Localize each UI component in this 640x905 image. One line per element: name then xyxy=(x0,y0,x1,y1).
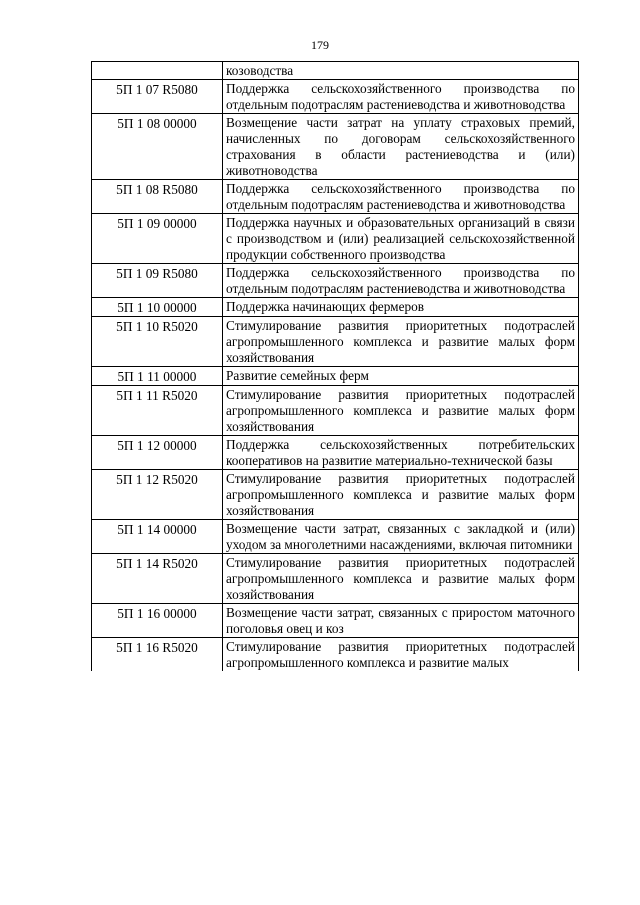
code-cell: 5П 1 16 00000 xyxy=(92,604,223,638)
code-cell: 5П 1 11 00000 xyxy=(92,367,223,386)
code-cell: 5П 1 14 R5020 xyxy=(92,554,223,604)
code-cell: 5П 1 12 R5020 xyxy=(92,470,223,520)
table-row xyxy=(92,604,579,638)
code-cell: 5П 1 16 R5020 xyxy=(92,638,223,672)
table-row xyxy=(92,80,579,114)
table-row xyxy=(92,367,579,386)
description-cell: Возмещение части затрат, связанных с закладкой и (или) уходом за многолетними насаждениями, включая питомники xyxy=(223,520,579,554)
code-cell: 5П 1 09 00000 xyxy=(92,214,223,264)
code-cell: 5П 1 08 R5080 xyxy=(92,180,223,214)
code-cell: 5П 1 08 00000 xyxy=(92,114,223,180)
description-cell: Возмещение части затрат на уплату страховых премий, начисленных по договорам сельскохозяйственного страхования в области растениеводства и (или) животноводства xyxy=(223,114,579,180)
table-row xyxy=(92,520,579,554)
budget-code-table xyxy=(91,61,579,671)
description-cell: Стимулирование развития приоритетных подотраслей агропромышленного комплекса и развитие малых форм хозяйствования xyxy=(223,386,579,436)
description-cell: Поддержка сельскохозяйственных потребительских кооперативов на развитие материально-технической базы xyxy=(223,436,579,470)
page-number: 179 xyxy=(311,38,329,52)
description-cell: Поддержка начинающих фермеров xyxy=(223,298,579,317)
table-row xyxy=(92,386,579,436)
code-cell: 5П 1 12 00000 xyxy=(92,436,223,470)
description-cell: Стимулирование развития приоритетных подотраслей агропромышленного комплекса и развитие малых форм хозяйствования xyxy=(223,317,579,367)
table-row xyxy=(92,436,579,470)
table-row xyxy=(92,264,579,298)
description-cell: Поддержка сельскохозяйственного производства по отдельным подотраслям растениеводства и животноводства xyxy=(223,180,579,214)
code-cell: 5П 1 14 00000 xyxy=(92,520,223,554)
table-row xyxy=(92,114,579,180)
description-cell: Развитие семейных ферм xyxy=(223,367,579,386)
code-cell: 5П 1 07 R5080 xyxy=(92,80,223,114)
table-row xyxy=(92,638,579,672)
description-cell: Поддержка сельскохозяйственного производства по отдельным подотраслям растениеводства и животноводства xyxy=(223,80,579,114)
description-cell: Стимулирование развития приоритетных подотраслей агропромышленного комплекса и развитие малых форм хозяйствования xyxy=(223,470,579,520)
table-row xyxy=(92,317,579,367)
code-cell: 5П 1 11 R5020 xyxy=(92,386,223,436)
table-row xyxy=(92,298,579,317)
table-row xyxy=(92,62,579,80)
description-cell: Возмещение части затрат, связанных с приростом маточного поголовья овец и коз xyxy=(223,604,579,638)
code-cell xyxy=(92,62,223,80)
description-cell: Поддержка сельскохозяйственного производства по отдельным подотраслям растениеводства и животноводства xyxy=(223,264,579,298)
code-cell: 5П 1 10 R5020 xyxy=(92,317,223,367)
description-cell: козоводства xyxy=(223,62,579,80)
description-cell: Стимулирование развития приоритетных подотраслей агропромышленного комплекса и развитие малых xyxy=(223,638,579,672)
table-row xyxy=(92,214,579,264)
description-cell: Поддержка научных и образовательных организаций в связи с производством и (или) реализацией сельскохозяйственной продукции собственного производства xyxy=(223,214,579,264)
code-cell: 5П 1 09 R5080 xyxy=(92,264,223,298)
table-row xyxy=(92,470,579,520)
code-cell: 5П 1 10 00000 xyxy=(92,298,223,317)
table-row xyxy=(92,554,579,604)
table-row xyxy=(92,180,579,214)
description-cell: Стимулирование развития приоритетных подотраслей агропромышленного комплекса и развитие малых форм хозяйствования xyxy=(223,554,579,604)
